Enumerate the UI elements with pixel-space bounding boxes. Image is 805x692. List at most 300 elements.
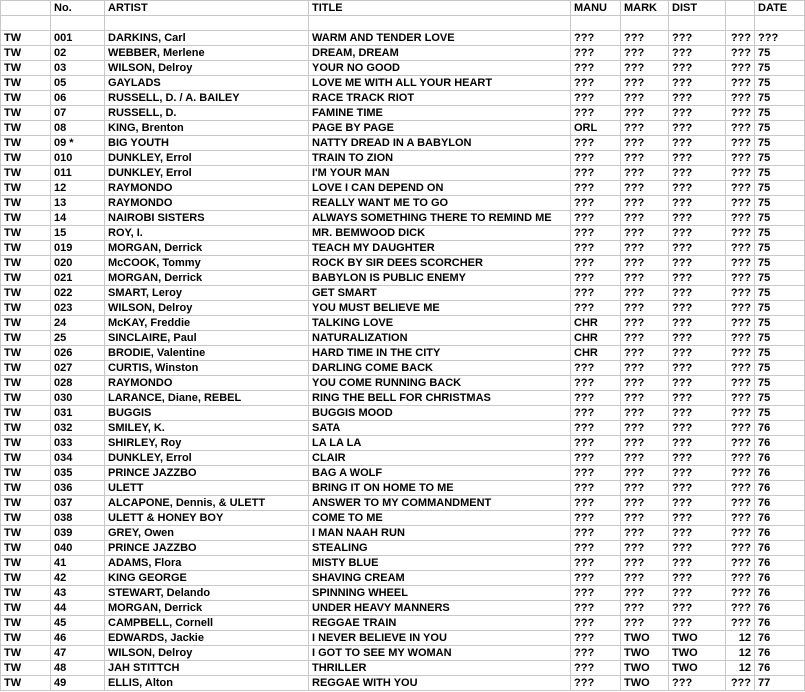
cell-artist[interactable]: KING, Brenton <box>105 121 309 136</box>
cell-label[interactable]: TW <box>1 76 51 91</box>
cell-date[interactable]: 76 <box>755 496 805 511</box>
cell-artist[interactable]: DUNKLEY, Errol <box>105 451 309 466</box>
cell-dist[interactable]: ??? <box>669 526 726 541</box>
cell-dist[interactable]: ??? <box>669 616 726 631</box>
cell-manu[interactable]: ORL <box>571 121 621 136</box>
cell-artist[interactable]: BUGGIS <box>105 406 309 421</box>
cell-dist[interactable]: ??? <box>669 271 726 286</box>
cell-title[interactable]: UNDER HEAVY MANNERS <box>309 601 571 616</box>
cell-date[interactable]: 76 <box>755 541 805 556</box>
cell-artist[interactable]: PRINCE JAZZBO <box>105 466 309 481</box>
cell-manu[interactable]: ??? <box>571 301 621 316</box>
cell-date[interactable]: 75 <box>755 391 805 406</box>
cell-label[interactable]: TW <box>1 421 51 436</box>
cell-mark[interactable]: ??? <box>621 91 669 106</box>
cell-date[interactable]: 75 <box>755 331 805 346</box>
cell-artist[interactable]: BRODIE, Valentine <box>105 346 309 361</box>
cell-artist[interactable]: GAYLADS <box>105 76 309 91</box>
cell-label[interactable]: TW <box>1 466 51 481</box>
cell-date[interactable]: 76 <box>755 616 805 631</box>
cell-manu[interactable]: ??? <box>571 556 621 571</box>
cell-no[interactable]: 07 <box>51 106 105 121</box>
cell-date[interactable]: 75 <box>755 61 805 76</box>
cell-artist[interactable]: LARANCE, Diane, REBEL <box>105 391 309 406</box>
cell-label[interactable]: TW <box>1 331 51 346</box>
cell-artist[interactable]: ADAMS, Flora <box>105 556 309 571</box>
cell-size[interactable]: ??? <box>726 556 755 571</box>
cell-date[interactable]: 75 <box>755 46 805 61</box>
header-cell-manu[interactable]: MANU <box>571 1 621 16</box>
cell-manu[interactable]: CHR <box>571 331 621 346</box>
cell-mark[interactable]: ??? <box>621 541 669 556</box>
cell-manu[interactable]: ??? <box>571 196 621 211</box>
cell-manu[interactable]: CHR <box>571 316 621 331</box>
cell-manu[interactable]: ??? <box>571 601 621 616</box>
cell-no[interactable]: 05 <box>51 76 105 91</box>
cell-title[interactable]: COME TO ME <box>309 511 571 526</box>
cell-title[interactable]: STEALING <box>309 541 571 556</box>
cell-no[interactable]: 022 <box>51 286 105 301</box>
cell-label[interactable]: TW <box>1 391 51 406</box>
cell-label[interactable]: TW <box>1 91 51 106</box>
cell-dist[interactable]: ??? <box>669 121 726 136</box>
cell-dist[interactable]: ??? <box>669 421 726 436</box>
cell-dist[interactable]: TWO <box>669 631 726 646</box>
cell-mark[interactable]: ??? <box>621 196 669 211</box>
cell-dist[interactable]: ??? <box>669 451 726 466</box>
cell-manu[interactable]: ??? <box>571 481 621 496</box>
cell-label[interactable]: TW <box>1 286 51 301</box>
cell-title[interactable]: TRAIN TO ZION <box>309 151 571 166</box>
cell-manu[interactable]: ??? <box>571 451 621 466</box>
cell-mark[interactable]: ??? <box>621 31 669 46</box>
cell-artist[interactable]: ELLIS, Alton <box>105 676 309 691</box>
cell-dist[interactable]: ??? <box>669 301 726 316</box>
cell-dist[interactable]: ??? <box>669 676 726 691</box>
cell-dist[interactable]: ??? <box>669 481 726 496</box>
cell-date[interactable]: 76 <box>755 511 805 526</box>
cell-label[interactable]: TW <box>1 196 51 211</box>
cell-label[interactable]: TW <box>1 376 51 391</box>
cell-title[interactable]: TEACH MY DAUGHTER <box>309 241 571 256</box>
cell-size[interactable]: ??? <box>726 511 755 526</box>
cell-mark[interactable]: ??? <box>621 406 669 421</box>
cell-label[interactable]: TW <box>1 61 51 76</box>
cell-manu[interactable]: ??? <box>571 496 621 511</box>
cell-artist[interactable]: McKAY, Freddie <box>105 316 309 331</box>
cell-mark[interactable]: ??? <box>621 211 669 226</box>
cell-date[interactable]: 75 <box>755 196 805 211</box>
cell-label[interactable]: TW <box>1 31 51 46</box>
cell-size[interactable]: ??? <box>726 136 755 151</box>
header-cell-mark[interactable]: MARK <box>621 1 669 16</box>
cell-mark[interactable]: ??? <box>621 571 669 586</box>
cell-label[interactable]: TW <box>1 496 51 511</box>
cell-title[interactable]: LOVE ME WITH ALL YOUR HEART <box>309 76 571 91</box>
cell-size[interactable]: ??? <box>726 586 755 601</box>
cell-manu[interactable]: ??? <box>571 391 621 406</box>
cell-artist[interactable]: SMILEY, K. <box>105 421 309 436</box>
cell-label[interactable]: TW <box>1 301 51 316</box>
blank-cell[interactable] <box>726 16 755 31</box>
cell-artist[interactable]: DUNKLEY, Errol <box>105 151 309 166</box>
cell-dist[interactable]: ??? <box>669 406 726 421</box>
cell-mark[interactable]: ??? <box>621 166 669 181</box>
cell-mark[interactable]: ??? <box>621 121 669 136</box>
cell-dist[interactable]: ??? <box>669 136 726 151</box>
cell-title[interactable]: YOUR NO GOOD <box>309 61 571 76</box>
cell-label[interactable]: TW <box>1 481 51 496</box>
cell-no[interactable]: 010 <box>51 151 105 166</box>
cell-size[interactable]: ??? <box>726 226 755 241</box>
cell-date[interactable]: 76 <box>755 646 805 661</box>
cell-mark[interactable]: ??? <box>621 436 669 451</box>
cell-date[interactable]: 75 <box>755 301 805 316</box>
cell-artist[interactable]: CURTIS, Winston <box>105 361 309 376</box>
cell-dist[interactable]: ??? <box>669 166 726 181</box>
cell-date[interactable]: 76 <box>755 526 805 541</box>
cell-date[interactable]: 75 <box>755 181 805 196</box>
cell-dist[interactable]: ??? <box>669 196 726 211</box>
cell-mark[interactable]: ??? <box>621 421 669 436</box>
cell-size[interactable]: ??? <box>726 376 755 391</box>
cell-mark[interactable]: ??? <box>621 286 669 301</box>
cell-label[interactable]: TW <box>1 46 51 61</box>
cell-title[interactable]: GET SMART <box>309 286 571 301</box>
cell-date[interactable]: 75 <box>755 286 805 301</box>
cell-mark[interactable]: ??? <box>621 316 669 331</box>
cell-label[interactable]: TW <box>1 256 51 271</box>
cell-manu[interactable]: ??? <box>571 106 621 121</box>
cell-dist[interactable]: ??? <box>669 91 726 106</box>
cell-label[interactable]: TW <box>1 511 51 526</box>
cell-title[interactable]: TALKING LOVE <box>309 316 571 331</box>
cell-size[interactable]: 12 <box>726 646 755 661</box>
cell-date[interactable]: 75 <box>755 241 805 256</box>
cell-date[interactable]: 77 <box>755 676 805 691</box>
cell-size[interactable]: ??? <box>726 391 755 406</box>
blank-cell[interactable] <box>309 16 571 31</box>
blank-cell[interactable] <box>105 16 309 31</box>
cell-manu[interactable]: ??? <box>571 616 621 631</box>
cell-label[interactable]: TW <box>1 211 51 226</box>
cell-manu[interactable]: ??? <box>571 571 621 586</box>
cell-title[interactable]: FAMINE TIME <box>309 106 571 121</box>
cell-artist[interactable]: JAH STITTCH <box>105 661 309 676</box>
cell-mark[interactable]: ??? <box>621 46 669 61</box>
cell-artist[interactable]: RUSSELL, D. / A. BAILEY <box>105 91 309 106</box>
cell-artist[interactable]: ALCAPONE, Dennis, & ULETT <box>105 496 309 511</box>
cell-dist[interactable]: ??? <box>669 31 726 46</box>
cell-title[interactable]: BABYLON IS PUBLIC ENEMY <box>309 271 571 286</box>
cell-size[interactable]: ??? <box>726 466 755 481</box>
cell-label[interactable]: TW <box>1 271 51 286</box>
cell-date[interactable]: 76 <box>755 571 805 586</box>
cell-mark[interactable]: ??? <box>621 586 669 601</box>
cell-mark[interactable]: ??? <box>621 376 669 391</box>
cell-mark[interactable]: ??? <box>621 616 669 631</box>
cell-no[interactable]: 039 <box>51 526 105 541</box>
cell-mark[interactable]: ??? <box>621 106 669 121</box>
cell-dist[interactable]: ??? <box>669 181 726 196</box>
cell-label[interactable]: TW <box>1 346 51 361</box>
cell-date[interactable]: 76 <box>755 586 805 601</box>
cell-size[interactable]: ??? <box>726 676 755 691</box>
cell-size[interactable]: ??? <box>726 181 755 196</box>
cell-no[interactable]: 034 <box>51 451 105 466</box>
cell-title[interactable]: SATA <box>309 421 571 436</box>
cell-no[interactable]: 25 <box>51 331 105 346</box>
cell-dist[interactable]: ??? <box>669 376 726 391</box>
cell-label[interactable]: TW <box>1 106 51 121</box>
cell-no[interactable]: 037 <box>51 496 105 511</box>
cell-size[interactable]: ??? <box>726 301 755 316</box>
cell-artist[interactable]: STEWART, Delando <box>105 586 309 601</box>
cell-size[interactable]: ??? <box>726 256 755 271</box>
cell-artist[interactable]: PRINCE JAZZBO <box>105 541 309 556</box>
cell-date[interactable]: 76 <box>755 451 805 466</box>
cell-manu[interactable]: ??? <box>571 376 621 391</box>
cell-label[interactable]: TW <box>1 436 51 451</box>
cell-artist[interactable]: WEBBER, Merlene <box>105 46 309 61</box>
cell-title[interactable]: MR. BEMWOOD DICK <box>309 226 571 241</box>
cell-label[interactable]: TW <box>1 586 51 601</box>
cell-date[interactable]: 76 <box>755 421 805 436</box>
cell-artist[interactable]: ROY, I. <box>105 226 309 241</box>
cell-date[interactable]: 76 <box>755 631 805 646</box>
cell-title[interactable]: DARLING COME BACK <box>309 361 571 376</box>
cell-title[interactable]: BAG A WOLF <box>309 466 571 481</box>
cell-mark[interactable]: ??? <box>621 496 669 511</box>
cell-manu[interactable]: ??? <box>571 586 621 601</box>
cell-size[interactable]: ??? <box>726 451 755 466</box>
blank-cell[interactable] <box>571 16 621 31</box>
cell-size[interactable]: ??? <box>726 346 755 361</box>
header-cell-size[interactable] <box>726 1 755 16</box>
cell-manu[interactable]: ??? <box>571 151 621 166</box>
cell-mark[interactable]: ??? <box>621 301 669 316</box>
header-cell-no[interactable]: No. <box>51 1 105 16</box>
cell-size[interactable]: ??? <box>726 496 755 511</box>
cell-artist[interactable]: RAYMONDO <box>105 376 309 391</box>
cell-dist[interactable]: ??? <box>669 106 726 121</box>
cell-mark[interactable]: ??? <box>621 271 669 286</box>
cell-size[interactable]: ??? <box>726 361 755 376</box>
blank-cell[interactable] <box>1 16 51 31</box>
cell-no[interactable]: 13 <box>51 196 105 211</box>
header-cell-title[interactable]: TITLE <box>309 1 571 16</box>
cell-artist[interactable]: KING GEORGE <box>105 571 309 586</box>
blank-cell[interactable] <box>669 16 726 31</box>
cell-dist[interactable]: ??? <box>669 331 726 346</box>
cell-no[interactable]: 020 <box>51 256 105 271</box>
cell-no[interactable]: 019 <box>51 241 105 256</box>
cell-mark[interactable]: ??? <box>621 556 669 571</box>
cell-date[interactable]: 76 <box>755 436 805 451</box>
cell-size[interactable]: ??? <box>726 121 755 136</box>
cell-no[interactable]: 43 <box>51 586 105 601</box>
cell-size[interactable]: ??? <box>726 481 755 496</box>
cell-label[interactable]: TW <box>1 661 51 676</box>
cell-artist[interactable]: WILSON, Delroy <box>105 646 309 661</box>
cell-mark[interactable]: ??? <box>621 451 669 466</box>
cell-label[interactable]: TW <box>1 166 51 181</box>
cell-manu[interactable]: ??? <box>571 436 621 451</box>
cell-label[interactable]: TW <box>1 676 51 691</box>
cell-title[interactable]: I GOT TO SEE MY WOMAN <box>309 646 571 661</box>
header-cell-artist[interactable]: ARTIST <box>105 1 309 16</box>
cell-label[interactable]: TW <box>1 316 51 331</box>
cell-date[interactable]: 75 <box>755 226 805 241</box>
cell-no[interactable]: 040 <box>51 541 105 556</box>
cell-size[interactable]: ??? <box>726 106 755 121</box>
cell-size[interactable]: ??? <box>726 196 755 211</box>
cell-dist[interactable]: ??? <box>669 211 726 226</box>
cell-mark[interactable]: ??? <box>621 346 669 361</box>
cell-mark[interactable]: ??? <box>621 331 669 346</box>
cell-label[interactable]: TW <box>1 406 51 421</box>
cell-date[interactable]: 75 <box>755 256 805 271</box>
cell-manu[interactable]: ??? <box>571 406 621 421</box>
cell-no[interactable]: 42 <box>51 571 105 586</box>
cell-title[interactable]: SPINNING WHEEL <box>309 586 571 601</box>
cell-no[interactable]: 06 <box>51 91 105 106</box>
cell-size[interactable]: ??? <box>726 211 755 226</box>
blank-cell[interactable] <box>51 16 105 31</box>
cell-artist[interactable]: RAYMONDO <box>105 181 309 196</box>
cell-size[interactable]: ??? <box>726 46 755 61</box>
cell-manu[interactable]: ??? <box>571 676 621 691</box>
cell-manu[interactable]: ??? <box>571 256 621 271</box>
cell-label[interactable]: TW <box>1 631 51 646</box>
cell-no[interactable]: 011 <box>51 166 105 181</box>
cell-label[interactable]: TW <box>1 556 51 571</box>
cell-dist[interactable]: ??? <box>669 556 726 571</box>
cell-date[interactable]: 75 <box>755 361 805 376</box>
cell-dist[interactable]: ??? <box>669 151 726 166</box>
cell-label[interactable]: TW <box>1 616 51 631</box>
cell-size[interactable]: ??? <box>726 571 755 586</box>
cell-artist[interactable]: McCOOK, Tommy <box>105 256 309 271</box>
cell-size[interactable]: ??? <box>726 286 755 301</box>
cell-dist[interactable]: ??? <box>669 391 726 406</box>
cell-dist[interactable]: ??? <box>669 541 726 556</box>
cell-title[interactable]: REALLY WANT ME TO GO <box>309 196 571 211</box>
cell-artist[interactable]: NAIROBI SISTERS <box>105 211 309 226</box>
cell-date[interactable]: 76 <box>755 661 805 676</box>
cell-artist[interactable]: WILSON, Delroy <box>105 61 309 76</box>
cell-mark[interactable]: ??? <box>621 256 669 271</box>
cell-mark[interactable]: ??? <box>621 226 669 241</box>
cell-size[interactable]: ??? <box>726 421 755 436</box>
cell-dist[interactable]: ??? <box>669 511 726 526</box>
cell-dist[interactable]: ??? <box>669 436 726 451</box>
cell-title[interactable]: I'M YOUR MAN <box>309 166 571 181</box>
cell-date[interactable]: 75 <box>755 316 805 331</box>
cell-mark[interactable]: TWO <box>621 661 669 676</box>
cell-title[interactable]: DREAM, DREAM <box>309 46 571 61</box>
cell-artist[interactable]: ULETT <box>105 481 309 496</box>
cell-artist[interactable]: RUSSELL, D. <box>105 106 309 121</box>
cell-date[interactable]: 76 <box>755 556 805 571</box>
cell-size[interactable]: ??? <box>726 76 755 91</box>
cell-title[interactable]: NATTY DREAD IN A BABYLON <box>309 136 571 151</box>
cell-manu[interactable]: ??? <box>571 181 621 196</box>
cell-manu[interactable]: ??? <box>571 136 621 151</box>
cell-title[interactable]: RING THE BELL FOR CHRISTMAS <box>309 391 571 406</box>
cell-dist[interactable]: ??? <box>669 46 726 61</box>
cell-date[interactable]: 75 <box>755 76 805 91</box>
cell-date[interactable]: 75 <box>755 166 805 181</box>
cell-mark[interactable]: ??? <box>621 181 669 196</box>
cell-no[interactable]: 035 <box>51 466 105 481</box>
cell-label[interactable]: TW <box>1 181 51 196</box>
cell-no[interactable]: 47 <box>51 646 105 661</box>
cell-dist[interactable]: ??? <box>669 361 726 376</box>
cell-date[interactable]: 75 <box>755 136 805 151</box>
cell-mark[interactable]: ??? <box>621 136 669 151</box>
cell-dist[interactable]: ??? <box>669 466 726 481</box>
cell-manu[interactable]: ??? <box>571 646 621 661</box>
cell-no[interactable]: 033 <box>51 436 105 451</box>
cell-artist[interactable]: RAYMONDO <box>105 196 309 211</box>
cell-manu[interactable]: ??? <box>571 211 621 226</box>
cell-no[interactable]: 031 <box>51 406 105 421</box>
cell-title[interactable]: ROCK BY SIR DEES SCORCHER <box>309 256 571 271</box>
cell-date[interactable]: 75 <box>755 211 805 226</box>
cell-no[interactable]: 026 <box>51 346 105 361</box>
cell-title[interactable]: HARD TIME IN THE CITY <box>309 346 571 361</box>
cell-label[interactable]: TW <box>1 136 51 151</box>
cell-manu[interactable]: ??? <box>571 76 621 91</box>
cell-no[interactable]: 46 <box>51 631 105 646</box>
cell-no[interactable]: 028 <box>51 376 105 391</box>
cell-manu[interactable]: ??? <box>571 91 621 106</box>
cell-artist[interactable]: SMART, Leroy <box>105 286 309 301</box>
cell-manu[interactable]: ??? <box>571 466 621 481</box>
cell-label[interactable]: TW <box>1 121 51 136</box>
cell-dist[interactable]: ??? <box>669 571 726 586</box>
cell-dist[interactable]: ??? <box>669 76 726 91</box>
cell-label[interactable]: TW <box>1 361 51 376</box>
cell-manu[interactable]: CHR <box>571 346 621 361</box>
cell-dist[interactable]: ??? <box>669 496 726 511</box>
cell-dist[interactable]: ??? <box>669 226 726 241</box>
cell-size[interactable]: ??? <box>726 526 755 541</box>
cell-title[interactable]: LOVE I CAN DEPEND ON <box>309 181 571 196</box>
cell-title[interactable]: MISTY BLUE <box>309 556 571 571</box>
cell-dist[interactable]: ??? <box>669 61 726 76</box>
cell-no[interactable]: 02 <box>51 46 105 61</box>
cell-size[interactable]: ??? <box>726 616 755 631</box>
cell-mark[interactable]: ??? <box>621 241 669 256</box>
cell-artist[interactable]: EDWARDS, Jackie <box>105 631 309 646</box>
cell-date[interactable]: 75 <box>755 91 805 106</box>
cell-mark[interactable]: ??? <box>621 526 669 541</box>
cell-manu[interactable]: ??? <box>571 631 621 646</box>
cell-manu[interactable]: ??? <box>571 271 621 286</box>
cell-title[interactable]: I MAN NAAH RUN <box>309 526 571 541</box>
cell-no[interactable]: 12 <box>51 181 105 196</box>
cell-no[interactable]: 08 <box>51 121 105 136</box>
cell-title[interactable]: YOU COME RUNNING BACK <box>309 376 571 391</box>
cell-manu[interactable]: ??? <box>571 241 621 256</box>
cell-size[interactable]: ??? <box>726 436 755 451</box>
cell-no[interactable]: 41 <box>51 556 105 571</box>
cell-title[interactable]: WARM AND TENDER LOVE <box>309 31 571 46</box>
cell-dist[interactable]: ??? <box>669 256 726 271</box>
cell-artist[interactable]: MORGAN, Derrick <box>105 241 309 256</box>
